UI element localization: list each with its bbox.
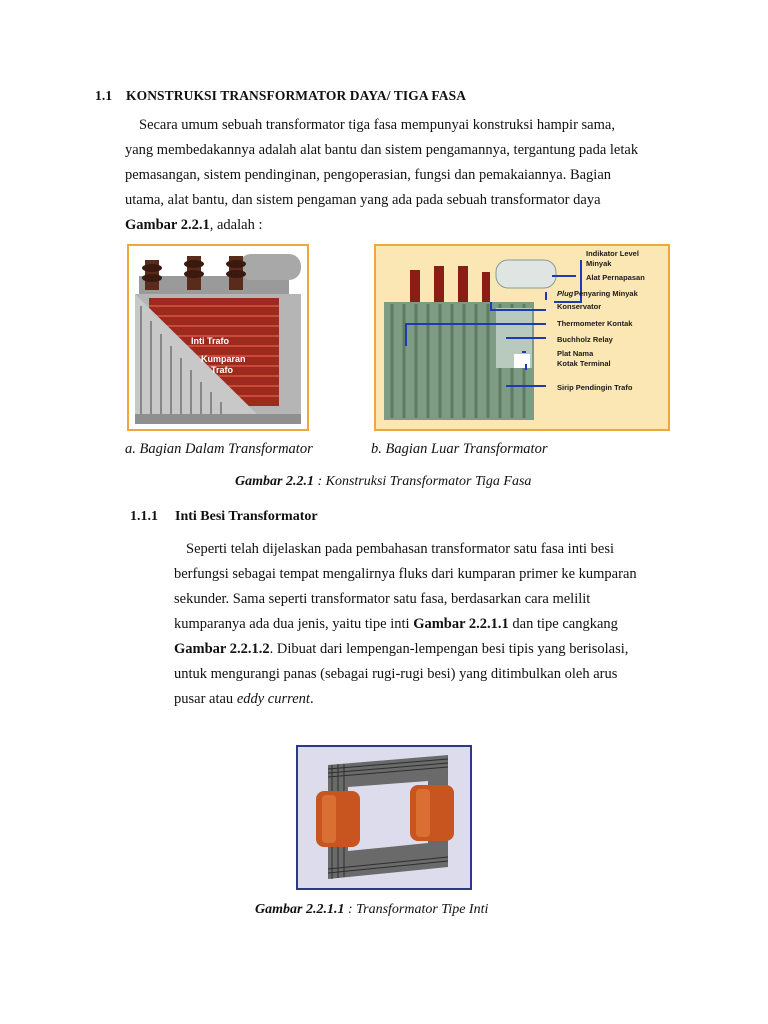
figure-caption-text: : Transformator Tipe Inti	[344, 902, 489, 917]
paragraph-line: sekunder. Sama seperti transformator satu fasa, berdasarkan cara melilit	[174, 591, 591, 607]
figure-caption-2-2-1-1	[255, 902, 488, 918]
subsection-number: 1.1.1	[130, 509, 158, 524]
paragraph-line: untuk mengurangi panas (sebagai rugi-rugi besi) yang ditimbulkan oleh arus	[174, 666, 618, 682]
paragraph-line: pemasangan, sistem pendinginan, pengoperasian, fungsi dan pemakaiannya. Bagian	[125, 167, 612, 183]
caption-inner: a. Bagian Dalam Transformator	[125, 441, 313, 457]
label-plat-nama: Plat Nama	[557, 349, 594, 358]
figure-reference: Gambar 2.2.1.2	[174, 641, 270, 657]
emphasis: eddy current	[236, 691, 310, 707]
figure-reference: Gambar 2.2.1.1	[413, 616, 509, 632]
figure-caption-ref: Gambar 2.2.1.1	[255, 902, 345, 917]
paragraph-tail: , adalah :	[209, 217, 263, 233]
paragraph-line: utama, alat bantu, dan sistem pengaman yang ada pada sebuah transformator daya	[125, 192, 601, 208]
text-run: dan tipe cangkang	[508, 616, 618, 632]
core-paragraph	[174, 537, 674, 712]
figure-caption-2-2-1	[235, 474, 531, 490]
paragraph-line: Secara umum sebuah transformator tiga fasa mempunyai konstruksi hampir sama,	[139, 117, 615, 133]
outer-transformer-illustration	[376, 246, 668, 429]
figure-inner-transformer	[127, 244, 309, 431]
label-inti-trafo: Inti Trafo	[191, 336, 229, 346]
intro-paragraph	[125, 113, 675, 238]
core-type-illustration	[298, 747, 470, 888]
section-number: 1.1	[95, 88, 113, 103]
paragraph-line	[174, 612, 674, 637]
paragraph-line: berfungsi sebagai tempat mengalirnya fluks dari kumparan primer ke kumparan	[174, 566, 637, 582]
figure-outer-transformer	[374, 244, 670, 431]
figure-caption-ref: Gambar 2.2.1	[235, 474, 314, 489]
caption-outer: b. Bagian Luar Transformator	[371, 441, 548, 457]
paragraph-line	[174, 687, 674, 712]
figure-reference: Gambar 2.2.1	[125, 217, 210, 233]
paragraph-line: Seperti telah dijelaskan pada pembahasan transformator satu fasa inti besi	[186, 541, 615, 557]
figure-core-type-transformer	[296, 745, 472, 890]
label-minyak: Minyak	[586, 259, 612, 268]
label-buchholz-relay: Buchholz Relay	[557, 335, 613, 344]
text-run: pusar atau	[174, 691, 237, 707]
label-trafo: Trafo	[211, 365, 234, 375]
subsection-title: Inti Besi Transformator	[175, 509, 318, 524]
paragraph-line: yang membedakannya adalah alat bantu dan sistem pengamannya, tergantung pada letak	[125, 142, 639, 158]
text-run: . Dibuat dari lempengan-lempengan besi tipis yang berisolasi,	[269, 641, 629, 657]
paragraph-line	[125, 213, 675, 238]
label-alat-pernapasan: Alat Pernapasan	[586, 273, 645, 282]
figure-caption-text: : Konstruksi Transformator Tiga Fasa	[313, 474, 532, 489]
label-thermometer-kontak: Thermometer Kontak	[557, 319, 633, 328]
label-sirip-pendingin: Sirip Pendingin Trafo	[557, 383, 633, 392]
text-run: kumparanya ada dua jenis, yaitu tipe inti	[174, 616, 414, 632]
label-kotak-terminal: Kotak Terminal	[557, 359, 611, 368]
text-run: .	[309, 691, 314, 707]
section-heading	[95, 88, 466, 104]
label-indikator-level: Indikator Level	[586, 249, 639, 258]
label-konservator: Konservator	[557, 302, 602, 311]
paragraph-line	[174, 637, 674, 662]
subsection-heading	[130, 509, 318, 525]
label-kumparan: Kumparan	[201, 354, 246, 364]
label-penyaring-minyak: Penyaring Minyak	[574, 289, 638, 298]
inner-transformer-illustration	[129, 246, 307, 429]
label-plug: Plug	[557, 289, 574, 298]
section-title: KONSTRUKSI TRANSFORMATOR DAYA/ TIGA FASA	[126, 88, 467, 103]
